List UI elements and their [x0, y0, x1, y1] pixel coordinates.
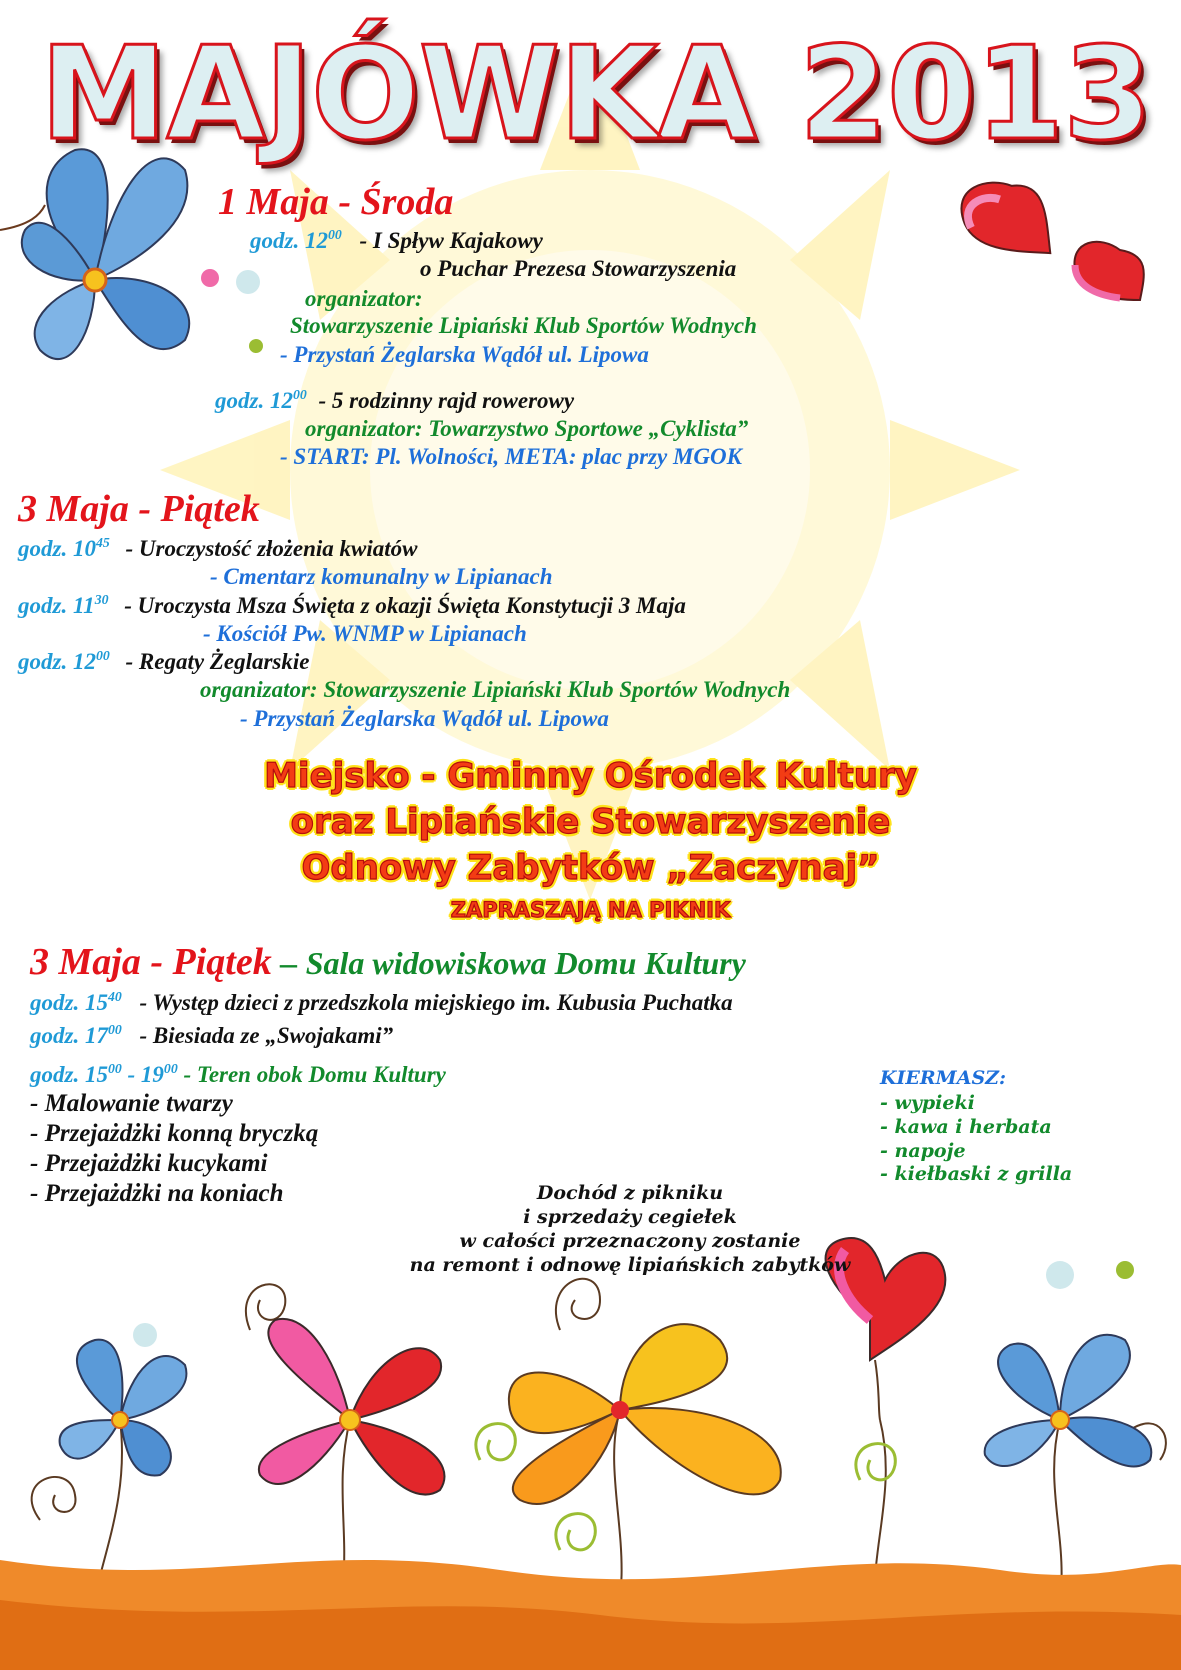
kiermasz-item: - wypieki — [880, 1092, 975, 1114]
banner-line1: Miejsko - Gminny Ośrodek Kultury — [264, 756, 917, 796]
picnic-venue: Sala widowiskowa Domu Kultury — [305, 945, 746, 981]
picnic-event2-time: godz. $17^{00}$ — [30, 1022, 122, 1048]
kiermasz-label: KIERMASZ: — [880, 1067, 1007, 1089]
day1-event2-org: organizator: Towarzystwo Sportowe „Cyklista” — [305, 416, 749, 441]
day3-event2-title: - Uroczysta Msza Święta z okazji Święta Konstytucji 3 Maja — [124, 593, 686, 618]
activity-item: - Przejażdżki konną bryczką — [30, 1120, 319, 1147]
day3-event3-org: organizator: Stowarzyszenie Lipiański Klub Sportów Wodnych — [200, 677, 791, 702]
picnic-heading: 3 Maja - Piątek — [30, 941, 272, 983]
day1-event1-time: godz. $12^{00}$ — [250, 227, 342, 253]
day3-event2-place: - Kościół Pw. WNMP w Lipianach — [203, 621, 527, 646]
picnic-event1-time: godz. $15^{40}$ — [30, 989, 122, 1015]
poster-title: MAJÓWKA 2013 — [40, 20, 1152, 169]
banner-invite: ZAPRASZAJĄ NA PIKNIK — [450, 898, 731, 922]
picnic-event1-title: - Występ dzieci z przedszkola miejskiego im. Kubusia Puchatka — [139, 990, 733, 1015]
day1-event1-org: Stowarzyszenie Lipiański Klub Sportów Wodnych — [290, 313, 757, 338]
picnic-heading-line — [30, 940, 746, 984]
hearts-top-right — [956, 170, 1144, 300]
picnic-event3-time: godz. $15^{00} - 19^{00}$ — [30, 1061, 178, 1087]
day1-event1-title2: o Puchar Prezesa Stowarzyszenia — [420, 256, 737, 281]
kiermasz-item: - napoje — [880, 1140, 966, 1162]
day3-event1-place: - Cmentarz komunalny w Lipianach — [210, 564, 553, 589]
activity-item: - Malowanie twarzy — [30, 1090, 233, 1117]
day1-event2-time: godz. $12^{00}$ — [215, 387, 307, 413]
day3-event1-title: - Uroczystość złożenia kwiatów — [125, 536, 418, 561]
day1-event1-place: - Przystań Żeglarska Wądół ul. Lipowa — [280, 342, 649, 367]
picnic-event2-title: - Biesiada ze „Swojakami” — [139, 1023, 394, 1048]
day1-event1-line — [250, 228, 543, 254]
day1-event2-line — [215, 388, 574, 414]
note-line1: Dochód z pikniku — [536, 1182, 724, 1204]
day1-heading: 1 Maja - Środa — [218, 181, 454, 223]
picnic-event1-line — [30, 990, 733, 1016]
day1-event1-title: - I Spływ Kajakowy — [359, 228, 543, 253]
day1-event1-org-label: organizator: — [305, 286, 423, 311]
activity-item: - Przejażdżki na koniach — [30, 1180, 284, 1207]
day3-event1-time: godz. $10^{45}$ — [18, 535, 110, 561]
day1-event2-title: - 5 rodzinny rajd rowerowy — [318, 388, 575, 413]
picnic-heading-dash: – — [271, 945, 306, 982]
kiermasz-item: - kawa i herbata — [880, 1116, 1052, 1138]
day3-event3-line — [18, 649, 309, 675]
activity-item: - Przejażdżki kucykami — [30, 1150, 268, 1177]
picnic-event2-line — [30, 1023, 393, 1049]
note-line3: w całości przeznaczony zostanie — [459, 1230, 801, 1252]
banner-line2: oraz Lipiańskie Stowarzyszenie — [290, 802, 891, 842]
day3-event3-time: godz. $12^{00}$ — [18, 648, 110, 674]
kiermasz-item: - kiełbaski z grilla — [880, 1163, 1073, 1185]
day3-event1-line — [18, 536, 417, 562]
day3-event2-line — [18, 593, 686, 619]
day1-event2-place: - START: Pl. Wolności, META: plac przy MGOK — [280, 444, 742, 469]
day3-event2-time: godz. $11^{30}$ — [18, 592, 109, 618]
note-line4: na remont i odnowę lipiańskich zabytków — [409, 1254, 851, 1276]
picnic-event3-line — [30, 1062, 446, 1088]
day3-event3-place: - Przystań Żeglarska Wądół ul. Lipowa — [240, 706, 609, 731]
ground-band — [0, 1560, 1181, 1670]
picnic-event3-place: - Teren obok Domu Kultury — [177, 1062, 446, 1087]
banner-line3: Odnowy Zabytków „Zaczynaj” — [301, 848, 880, 888]
day3-event3-title: - Regaty Żeglarskie — [125, 649, 310, 674]
note-line2: i sprzedaży cegiełek — [523, 1206, 737, 1228]
day3-heading: 3 Maja - Piątek — [18, 488, 260, 530]
